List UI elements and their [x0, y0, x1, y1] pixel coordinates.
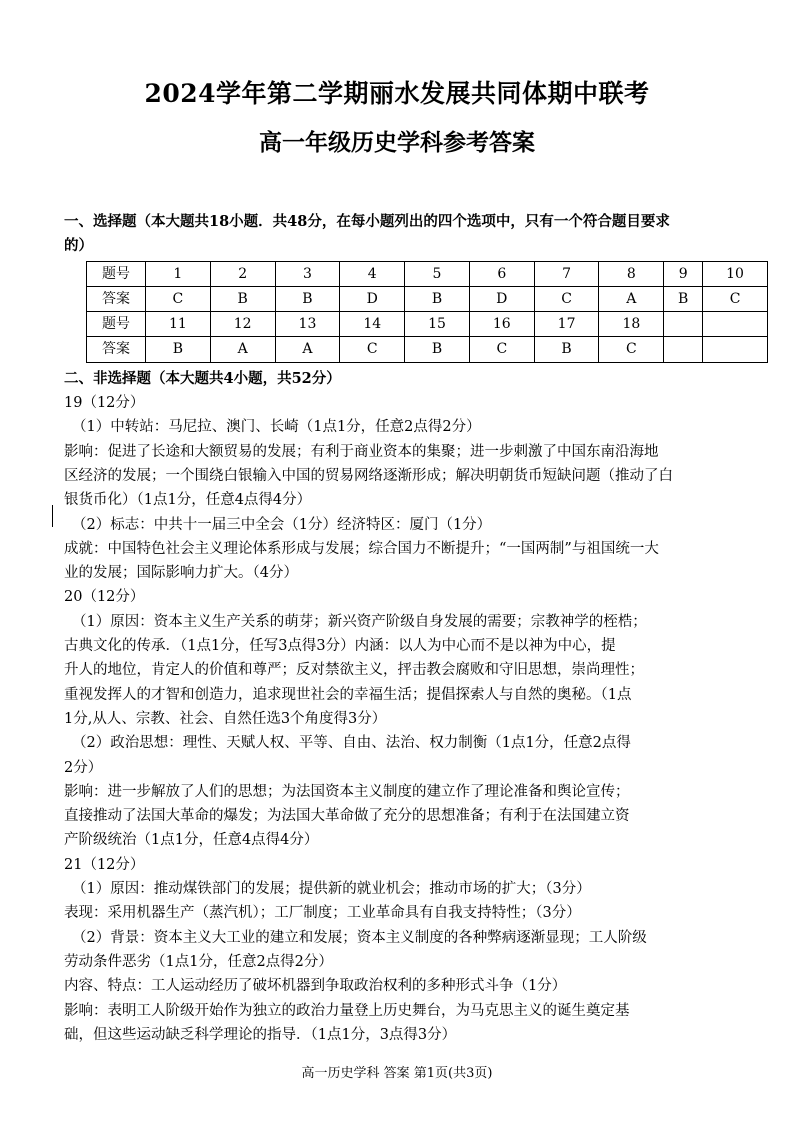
answer-line: 劳动条件恶劣（1点1分，任意2点得2分） — [64, 953, 333, 970]
table-cell: 11 — [146, 312, 211, 337]
table-cell: A — [210, 337, 275, 362]
table-cell: C — [703, 286, 768, 311]
answer-line: 产阶级统治（1点1分，任意4点得4分） — [64, 832, 319, 849]
table-cell: 6 — [469, 261, 534, 286]
table-cell: B — [534, 337, 599, 362]
answer-line: 19（12分） — [64, 395, 145, 412]
table-cell: B — [405, 286, 470, 311]
table-cell: D — [340, 286, 405, 311]
table-row-header: 答案 — [87, 286, 146, 311]
answer-line: 2分） — [64, 759, 103, 776]
table-cell: 12 — [210, 312, 275, 337]
table-cell — [703, 337, 768, 362]
table-cell: B — [405, 337, 470, 362]
table-cell: 5 — [405, 261, 470, 286]
table-row — [87, 286, 768, 311]
table-cell: C — [469, 337, 534, 362]
answer-line: 20（12分） — [64, 589, 145, 606]
table-cell: 3 — [275, 261, 340, 286]
table-row — [87, 337, 768, 362]
text-cursor — [52, 505, 53, 527]
table-cell: 7 — [534, 261, 599, 286]
table-row-header: 答案 — [87, 337, 146, 362]
table-row-header: 题号 — [87, 261, 146, 286]
table-cell: 10 — [703, 261, 768, 286]
table-row-header: 题号 — [87, 312, 146, 337]
answer-line: 1分,从人、宗教、社会、自然任选3个角度得3分） — [64, 710, 387, 727]
answer-table — [86, 261, 768, 363]
answer-line: 表现：采用机器生产（蒸汽机）；工厂制度；工业革命具有自我支持特性；（3分） — [64, 905, 581, 922]
answer-line: （1）原因：资本主义生产关系的萌芽；新兴资产阶级自身发展的需要；宗教神学的桎梏； — [72, 613, 647, 630]
page-subtitle: 高一年级历史学科参考答案 — [259, 129, 535, 156]
answer-line: 重视发挥人的才智和创造力，追求现世社会的幸福生活；提倡探索人与自然的奥秘。（1点 — [64, 686, 632, 703]
table-cell: 13 — [275, 312, 340, 337]
table-cell: B — [275, 286, 340, 311]
answer-line: 21（12分） — [64, 856, 145, 873]
table-cell — [664, 337, 703, 362]
table-cell: 18 — [599, 312, 664, 337]
answer-line: 成就：中国特色社会主义理论体系形成与发展；综合国力不断提升；“一国两制”与祖国统一大 — [64, 540, 659, 557]
section2-body — [64, 391, 732, 1047]
table-cell: B — [210, 286, 275, 311]
table-cell: B — [664, 286, 703, 311]
answer-line: 影响：进一步解放了人们的思想；为法国资本主义制度的建立作了理论准备和舆论宣传； — [64, 783, 630, 800]
table-cell: 9 — [664, 261, 703, 286]
answer-line: 础，但这些运动缺乏科学理论的指导．（1点1分，3点得3分） — [64, 1026, 457, 1043]
table-cell: A — [599, 286, 664, 311]
table-row — [87, 261, 768, 286]
page-footer: 高一历史学科 答案 第1页(共3页) — [301, 1066, 493, 1081]
answer-line: 区经济的发展；一个围绕白银输入中国的贸易网络逐渐形成；解决明朝货币短缺问题（推动了白 — [64, 467, 673, 484]
table-cell: C — [340, 337, 405, 362]
answer-line: （2）标志：中共十一届三中全会（1分）经济特区：厦门（1分） — [72, 516, 492, 533]
table-cell: 4 — [340, 261, 405, 286]
table-cell — [703, 312, 768, 337]
table-cell: 2 — [210, 261, 275, 286]
answer-line: （1）原因：推动煤铁部门的发展；提供新的就业机会；推动市场的扩大；（3分） — [72, 881, 591, 898]
table-cell: C — [599, 337, 664, 362]
answer-line: 影响：表明工人阶级开始作为独立的政治力量登上历史舞台，为马克思主义的诞生奠定基 — [64, 1002, 630, 1019]
table-cell: A — [275, 337, 340, 362]
table-row — [87, 312, 768, 337]
answer-line: （1）中转站：马尼拉、澳门、长崎（1点1分，任意2点得2分） — [72, 419, 481, 436]
table-cell: B — [146, 337, 211, 362]
table-cell: C — [146, 286, 211, 311]
answer-line: （2）背景：资本主义大工业的建立和发展；资本主义制度的各种弊病逐渐显现；工人阶级 — [72, 929, 647, 946]
table-cell: C — [534, 286, 599, 311]
section2-heading: 二、非选择题（本大题共4小题，共52分） — [64, 369, 341, 387]
answer-line: 升人的地位，肯定人的价值和尊严；反对禁欲主义，抨击教会腐败和守旧思想，崇尚理性； — [64, 662, 644, 679]
page-title: 2024学年第二学期丽水发展共同体期中联考 — [144, 79, 650, 108]
answer-line: 银货币化）（1点1分，任意4点得4分） — [64, 492, 312, 509]
section1-heading-cont: 的） — [64, 237, 93, 255]
answer-line: 内容、特点：工人运动经历了破坏机器到争取政治权利的多种形式斗争（1分） — [64, 978, 567, 995]
answer-line: 业的发展；国际影响力扩大。（4分） — [64, 565, 298, 582]
table-cell: 17 — [534, 312, 599, 337]
table-cell: 8 — [599, 261, 664, 286]
table-cell: D — [469, 286, 534, 311]
table-cell: 14 — [340, 312, 405, 337]
answer-line: 直接推动了法国大革命的爆发；为法国大革命做了充分的思想准备；有利于在法国建立资 — [64, 808, 630, 825]
answer-line: （2）政治思想：理性、天赋人权、平等、自由、法治、权力制衡（1点1分，任意2点得 — [72, 735, 631, 752]
document-body — [64, 210, 744, 1047]
answer-line: 古典文化的传承．（1点1分，任写3点得3分）内涵：以人为中心而不是以神为中心，提 — [64, 638, 616, 655]
answer-line: 影响：促进了长途和大额贸易的发展；有利于商业资本的集聚；进一步刺激了中国东南沿海地 — [64, 443, 659, 460]
table-cell — [664, 312, 703, 337]
table-cell: 16 — [469, 312, 534, 337]
table-cell: 1 — [146, 261, 211, 286]
section1-heading: 一、选择题（本大题共18小题．共48分，在每小题列出的四个选项中，只有一个符合题目要求 — [64, 213, 670, 230]
table-cell: 15 — [405, 312, 470, 337]
